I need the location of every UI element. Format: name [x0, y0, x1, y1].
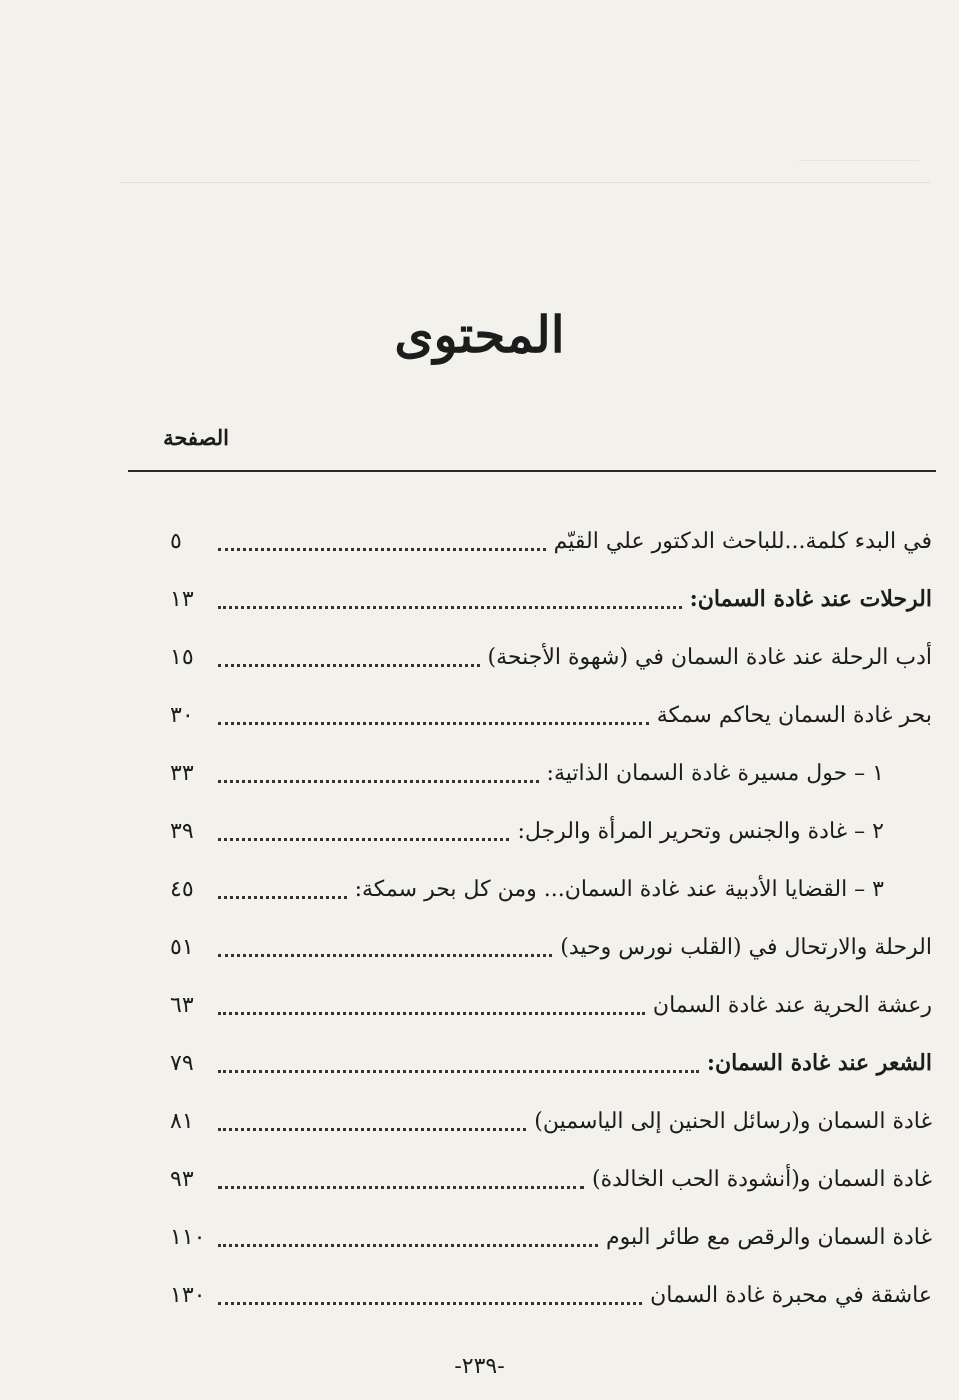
toc-entry-page: ٣٠: [170, 702, 194, 728]
toc-entry-title: ٢ – غادة والجنس وتحرير المرأة والرجل:: [517, 818, 884, 844]
toc-entry: [170, 1208, 932, 1266]
dot-leader: [218, 1012, 645, 1015]
toc-entry: [170, 1092, 932, 1150]
page-column-header: الصفحة: [163, 425, 229, 450]
toc-entry-page: ٥: [170, 528, 182, 554]
page-number-footer: -٢٣٩-: [454, 1354, 505, 1379]
dot-leader: [218, 838, 509, 841]
toc-entry: [170, 918, 932, 976]
toc-entry-page: ٨١: [170, 1108, 194, 1134]
dot-leader: [218, 548, 546, 551]
dot-leader: [218, 954, 552, 957]
toc-entry-page: ٥١: [170, 934, 194, 960]
toc-entry-title: عاشقة في محبرة غادة السمان: [650, 1282, 932, 1308]
toc-entry-title: غادة السمان و(أنشودة الحب الخالدة): [592, 1166, 932, 1192]
toc-entry-page: ٣٩: [170, 818, 194, 844]
dot-leader: [218, 606, 682, 609]
dot-leader: [218, 1302, 642, 1305]
toc-entry: [170, 512, 932, 570]
toc-entry-page: ٧٩: [170, 1050, 194, 1076]
toc-entry-title: بحر غادة السمان يحاكم سمكة: [656, 702, 932, 728]
toc-entry: [170, 976, 932, 1034]
toc-entry-title: في البدء كلمة...للباحث الدكتور علي القيّم: [553, 528, 932, 554]
dot-leader: [218, 664, 480, 667]
bleed-through-line: [120, 182, 930, 183]
dot-leader: [218, 896, 347, 899]
dot-leader: [218, 780, 539, 783]
toc-entry: [170, 628, 932, 686]
toc-entry-page: ٩٣: [170, 1166, 194, 1192]
toc-subentry: [170, 860, 932, 918]
toc-subentry: [170, 802, 932, 860]
toc-entry-page: ١٣: [170, 586, 194, 612]
toc-entry: [170, 1150, 932, 1208]
toc-entry-title: رعشة الحرية عند غادة السمان: [652, 992, 932, 1018]
toc-entry-title: ١ – حول مسيرة غادة السمان الذاتية:: [546, 760, 884, 786]
dot-leader: [218, 1186, 584, 1189]
toc-entry-title: الرحلات عند غادة السمان:: [689, 586, 932, 612]
toc-entry-title: أدب الرحلة عند غادة السمان في (شهوة الأجنحة): [487, 644, 932, 670]
toc-entry-title: غادة السمان و(رسائل الحنين إلى الياسمين): [534, 1108, 932, 1134]
toc-entry-title: غادة السمان والرقص مع طائر البوم: [606, 1224, 932, 1250]
toc-entry-page: ١٥: [170, 644, 194, 670]
toc-entry-title: الشعر عند غادة السمان:: [706, 1050, 932, 1076]
toc-entry-title: ٣ – القضايا الأدبية عند غادة السمان... ومن كل بحر سمكة:: [354, 876, 884, 902]
dot-leader: [218, 1128, 526, 1131]
toc-entry-page: ١٣٠: [170, 1282, 206, 1308]
toc-entry: [170, 686, 932, 744]
toc-entry-title: الرحلة والارتحال في (القلب نورس وحيد): [560, 934, 932, 960]
bleed-through-decoration: [799, 140, 919, 161]
header-divider: [128, 470, 936, 472]
dot-leader: [218, 1070, 699, 1073]
toc-entry-page: ١١٠: [170, 1224, 206, 1250]
toc-entry-page: ٤٥: [170, 876, 194, 902]
table-of-contents: [170, 512, 932, 1324]
toc-section-heading: [170, 1034, 932, 1092]
dot-leader: [218, 722, 649, 725]
toc-section-heading: [170, 570, 932, 628]
page-title: المحتوى: [394, 305, 565, 364]
toc-entry-page: ٦٣: [170, 992, 194, 1018]
toc-entry: [170, 1266, 932, 1324]
toc-entry-page: ٣٣: [170, 760, 194, 786]
toc-subentry: [170, 744, 932, 802]
dot-leader: [218, 1244, 598, 1247]
